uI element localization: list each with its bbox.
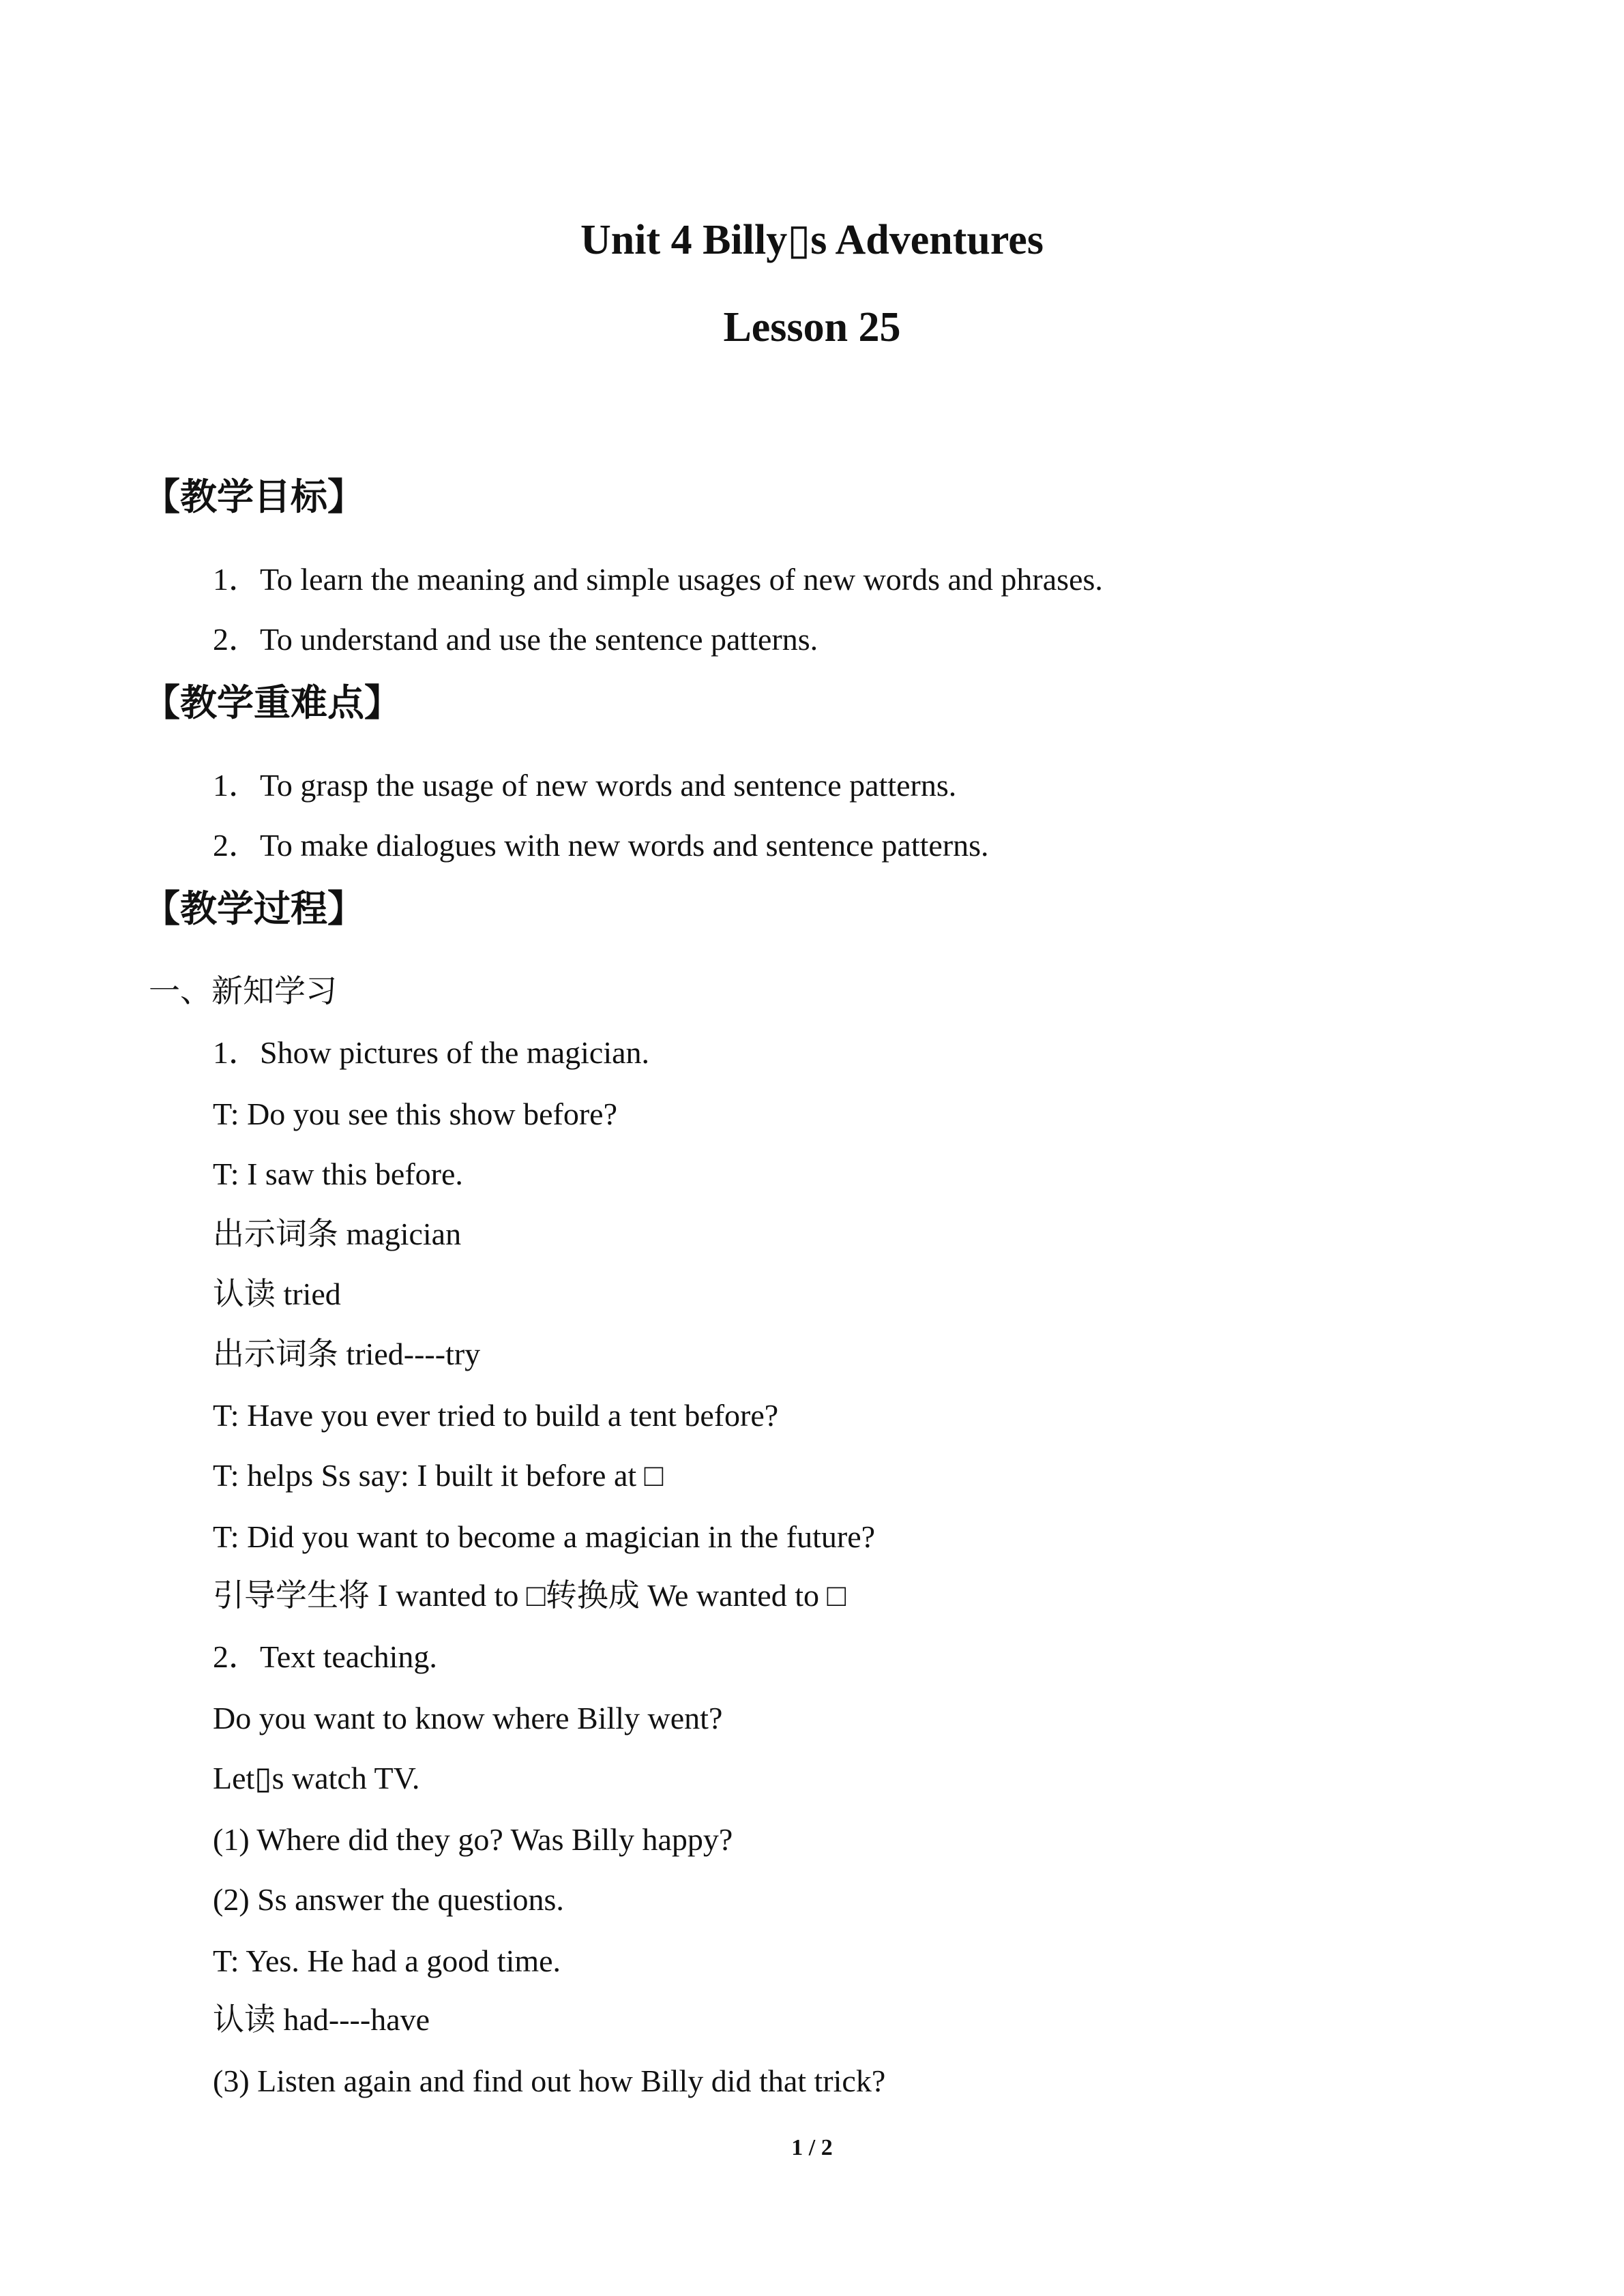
process-line: T: Yes. He had a good time. xyxy=(213,1943,561,1978)
process-line: Do you want to know where Billy went? xyxy=(213,1701,723,1735)
unit-title: Unit 4 Billy▯s Adventures xyxy=(580,217,1044,263)
process-line: T: Did you want to become a magician in the future? xyxy=(213,1519,876,1554)
process-line: (3) Listen again and find out how Billy did that trick? xyxy=(213,2063,886,2098)
objective-item: 2．To understand and use the sentence patterns. xyxy=(213,622,818,657)
process-line: (2) Ss answer the questions. xyxy=(213,1882,564,1917)
process-line: T: Do you see this show before? xyxy=(213,1097,618,1131)
process-line: T: Have you ever tried to build a tent before? xyxy=(213,1398,779,1433)
process-line: 认读 had----have xyxy=(213,2002,430,2037)
process-line: T: helps Ss say: I built it before at □ xyxy=(213,1458,664,1493)
key-point-item: 1．To grasp the usage of new words and sentence patterns. xyxy=(213,768,957,803)
heading-objectives: 【教学目标】 xyxy=(143,475,364,518)
section-label: 一、新知学习 xyxy=(149,974,337,1009)
process-line: Let▯s watch TV. xyxy=(213,1761,420,1795)
process-line: 1．Show pictures of the magician. xyxy=(213,1035,650,1070)
process-line: 认读 tried xyxy=(213,1277,341,1311)
heading-process: 【教学过程】 xyxy=(143,887,364,930)
process-line: 出示词条 magician xyxy=(213,1217,462,1251)
heading-key-points: 【教学重难点】 xyxy=(143,681,401,724)
process-line: 2．Text teaching. xyxy=(213,1639,437,1674)
process-line: T: I saw this before. xyxy=(213,1157,463,1191)
process-line: (1) Where did they go? Was Billy happy? xyxy=(213,1822,733,1857)
process-line: 出示词条 tried----try xyxy=(213,1337,481,1371)
page-number: 1 / 2 xyxy=(791,2135,833,2160)
process-line: 引导学生将 I wanted to □转换成 We wanted to □ xyxy=(213,1578,846,1613)
objective-item: 1．To learn the meaning and simple usages of new words and phrases. xyxy=(213,562,1103,597)
key-point-item: 2．To make dialogues with new words and sentence patterns. xyxy=(213,828,989,863)
lesson-title: Lesson 25 xyxy=(723,304,901,351)
